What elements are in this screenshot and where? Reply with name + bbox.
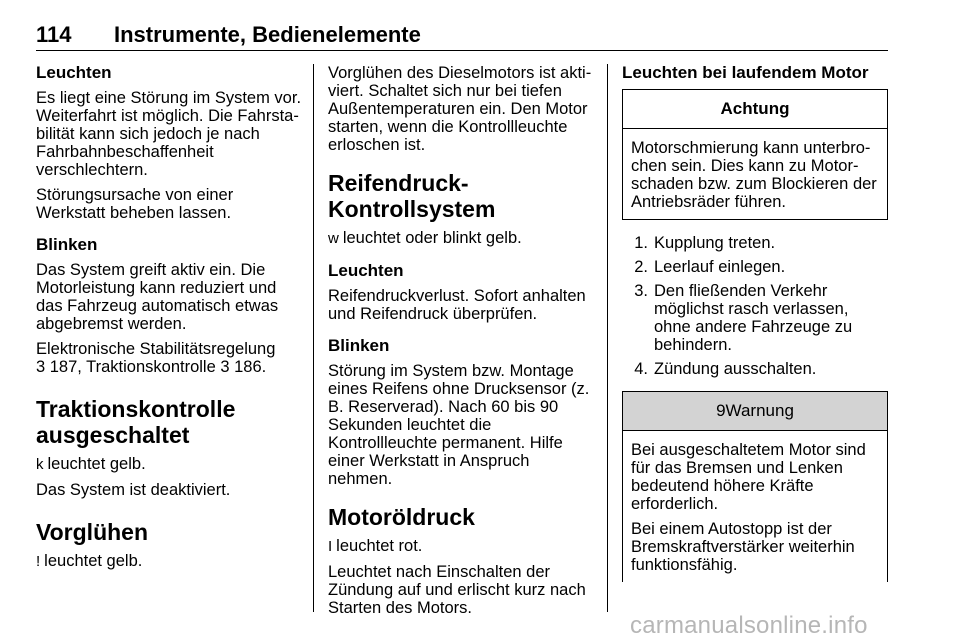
step-item bbox=[622, 258, 888, 276]
paragraph: Störung im System bzw. Montage eines Reifens ohne Drucksensor (z. B. Reserverad). Nach 60 bis 90 Sekunden leuchtet die Kontrollleuchte permanent. Hilfe einer Werkstatt in Anspruch nehmen. bbox=[328, 362, 590, 488]
paragraph bbox=[36, 340, 302, 376]
steps-list bbox=[622, 234, 888, 378]
heading-traktionskontrolle: Traktionskontrolle ausgeschaltet bbox=[36, 396, 236, 448]
status-text: leuchtet rot. bbox=[336, 537, 423, 555]
tire-pressure-icon: w bbox=[328, 230, 339, 247]
status-line bbox=[36, 552, 302, 571]
warning-icon: 9 bbox=[716, 401, 726, 420]
caution-title: Achtung bbox=[623, 90, 887, 129]
heading-reifendruck: Reifendruck-Kontrollsystem bbox=[328, 170, 496, 222]
caution-text: Motorschmierung kann unterbrochen sein. Dies kann zu Motorschaden bzw. zum Blockieren der Antriebsräder führen. bbox=[631, 139, 877, 211]
warning-text: Bei ausgeschaltetem Motor sind für das Bremsen und Lenken bedeutend höhere Kräfte erforderlich. bbox=[631, 441, 866, 513]
status-text: leuchtet gelb. bbox=[47, 455, 146, 473]
step-number: 4. bbox=[634, 360, 648, 378]
watermark: carmanualsonline.info bbox=[630, 612, 868, 639]
step-number: 3. bbox=[634, 282, 648, 300]
heading-motoroeldruck: Motoröldruck bbox=[328, 504, 475, 530]
column-middle bbox=[328, 64, 594, 617]
heading-vorgluehen: Vorglühen bbox=[36, 519, 149, 545]
step-number: 2. bbox=[634, 258, 648, 276]
step-text: Den fließenden Verkehr möglichst rasch verlassen, ohne andere Fahrzeuge zu behindern. bbox=[654, 282, 853, 354]
page-header bbox=[36, 0, 888, 51]
heading-blinken: Blinken bbox=[328, 336, 390, 355]
heading-blinken: Blinken bbox=[36, 235, 98, 254]
status-line bbox=[328, 537, 594, 556]
text-line: Elektronische Stabilitätsregelung bbox=[36, 340, 276, 358]
step-item bbox=[622, 360, 888, 378]
paragraph: Das System greift aktiv ein. Die Motorleistung kann reduziert und das Fahrzeug automatisch etwas abgebremst werden. bbox=[36, 261, 279, 333]
status-line bbox=[36, 455, 302, 474]
paragraph: Das System ist deaktiviert. bbox=[36, 481, 231, 499]
oil-pressure-icon: I bbox=[328, 538, 333, 555]
glow-plug-icon: ! bbox=[36, 553, 41, 570]
heading-leuchten: Leuchten bbox=[328, 261, 404, 280]
step-text: Leerlauf einlegen. bbox=[654, 258, 786, 276]
cross-reference-link[interactable]: 3 187, Traktionskontrolle 3 186. bbox=[36, 358, 267, 376]
status-text: leuchtet oder blinkt gelb. bbox=[342, 229, 522, 247]
step-item bbox=[622, 234, 888, 252]
column-left bbox=[36, 64, 302, 571]
page-title: Instrumente, Bedienelemente bbox=[114, 22, 421, 47]
page-number: 114 bbox=[36, 22, 72, 47]
warning-title: Warnung bbox=[725, 401, 794, 420]
column-right bbox=[622, 64, 888, 582]
paragraph: Reifendruckverlust. Sofort anhalten und Reifendruck überprüfen. bbox=[328, 287, 586, 323]
column-divider bbox=[607, 64, 608, 612]
warning-title-bar bbox=[623, 392, 887, 431]
status-text: leuchtet gelb. bbox=[44, 552, 143, 570]
column-divider bbox=[313, 64, 314, 612]
warning-text: Bei einem Autostopp ist der Bremskraftverstärker weiterhin funktionsfähig. bbox=[631, 520, 855, 574]
step-text: Zündung ausschalten. bbox=[654, 360, 817, 378]
step-number: 1. bbox=[634, 234, 648, 252]
warning-box bbox=[622, 391, 888, 582]
paragraph: Es liegt eine Störung im System vor. Weiterfahrt ist möglich. Die Fahrstabilität kann sich jedoch je nach Fahrbahnbeschaffenheit verschlechtern. bbox=[36, 89, 302, 179]
heading-laufender-motor: Leuchten bei laufendem Motor bbox=[622, 63, 869, 82]
status-line bbox=[328, 229, 594, 248]
paragraph: Störungsursache von einer Werkstatt beheben lassen. bbox=[36, 186, 234, 222]
heading-leuchten: Leuchten bbox=[36, 63, 112, 82]
paragraph: Vorglühen des Dieselmotors ist aktiviert. Schaltet sich nur bei tiefen Außentemperaturen ein. Den Motor starten, wenn die Kontrollleuchte erloschen ist. bbox=[328, 64, 592, 154]
paragraph: Leuchtet nach Einschalten der Zündung auf und erlischt kurz nach Starten des Motors. bbox=[328, 563, 586, 617]
step-item bbox=[622, 282, 888, 354]
step-text: Kupplung treten. bbox=[654, 234, 776, 252]
caution-box bbox=[622, 89, 888, 220]
traction-off-icon: k bbox=[36, 456, 44, 473]
